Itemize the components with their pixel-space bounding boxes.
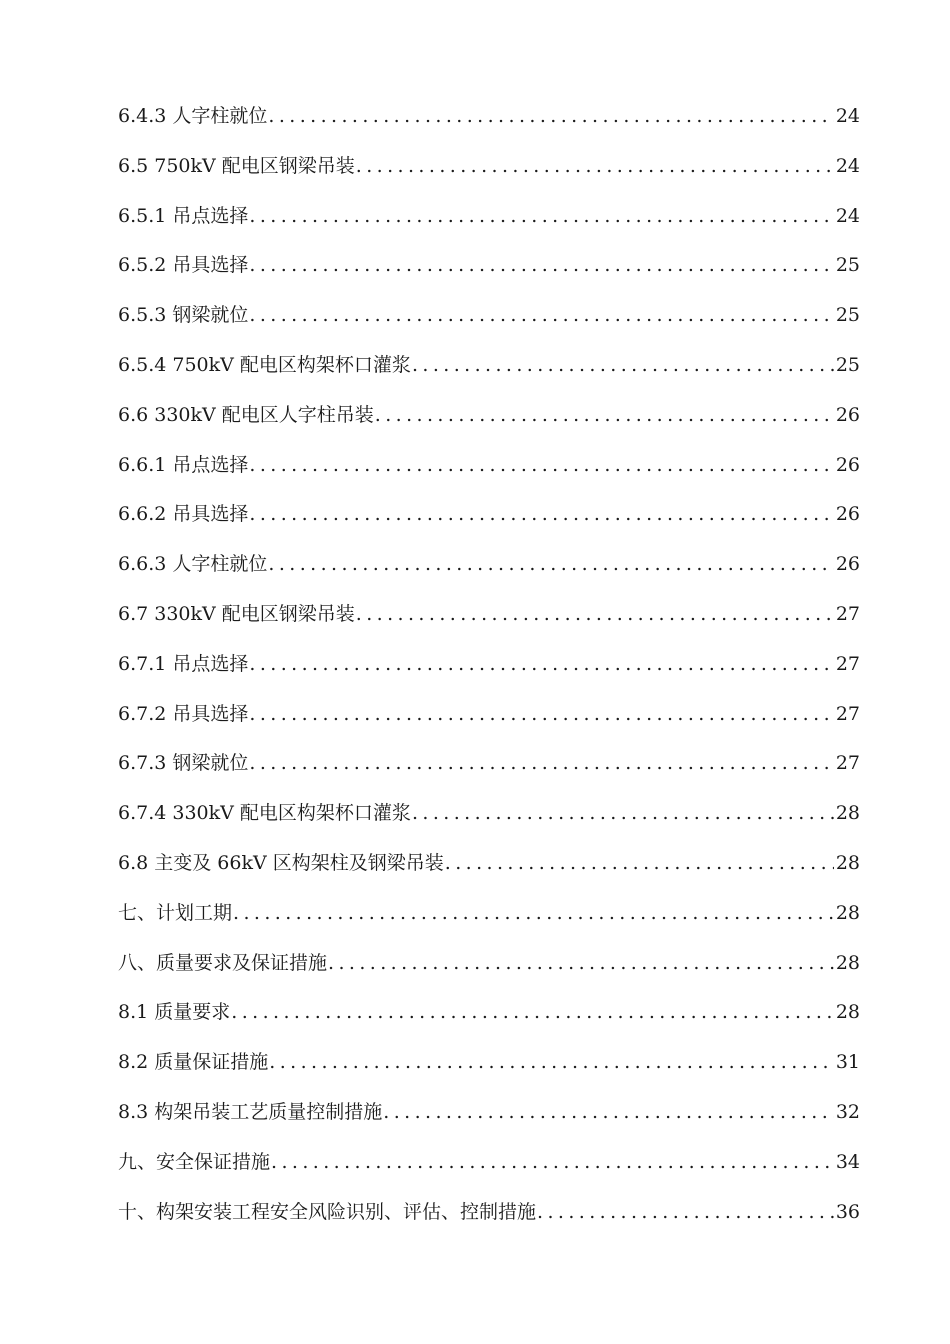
toc-entry[interactable] — [118, 201, 860, 251]
toc-entry-page: 27 — [835, 602, 860, 625]
toc-leader-dots — [268, 553, 833, 575]
toc-entry-page: 25 — [835, 304, 860, 327]
toc-leader-dots — [249, 653, 833, 675]
toc-leader-dots — [269, 1051, 834, 1073]
toc-entry-title: 七、计划工期 — [118, 901, 233, 924]
toc-leader-dots — [356, 603, 834, 625]
toc-entry-title: 8.2 质量保证措施 — [118, 1051, 269, 1074]
toc-leader-dots — [375, 404, 834, 426]
toc-leader-dots — [249, 752, 833, 774]
toc-entry-page: 27 — [835, 752, 860, 775]
toc-entry-page: 26 — [835, 453, 860, 476]
toc-entry-title: 6.7.3 钢梁就位 — [118, 752, 249, 775]
toc-page — [118, 101, 860, 1246]
toc-entry-page: 27 — [835, 702, 860, 725]
toc-list — [118, 101, 860, 1246]
toc-entry[interactable] — [118, 649, 860, 699]
toc-entry-page: 24 — [835, 105, 860, 127]
toc-entry[interactable] — [118, 948, 860, 998]
toc-entry-page: 28 — [835, 851, 860, 874]
toc-entry-page: 26 — [835, 553, 860, 576]
toc-leader-dots — [328, 952, 834, 974]
toc-entry-title: 6.5.3 钢梁就位 — [118, 304, 249, 327]
toc-leader-dots — [356, 155, 834, 177]
toc-leader-dots — [249, 205, 833, 227]
toc-leader-dots — [249, 254, 833, 276]
toc-leader-dots — [233, 902, 834, 924]
toc-entry-page: 31 — [835, 1051, 860, 1074]
toc-entry[interactable] — [118, 699, 860, 749]
toc-entry-title: 十、构架安装工程安全风险识别、评估、控制措施 — [118, 1200, 537, 1223]
toc-entry-title: 6.5.2 吊具选择 — [118, 254, 249, 277]
toc-entry-title: 6.6.2 吊具选择 — [118, 503, 249, 526]
toc-entry[interactable] — [118, 1097, 860, 1147]
toc-entry[interactable] — [118, 599, 860, 649]
toc-leader-dots — [383, 1101, 834, 1123]
toc-entry-title: 6.5.4 750kV 配电区构架杯口灌浆 — [118, 353, 411, 376]
toc-entry[interactable] — [118, 250, 860, 300]
toc-leader-dots — [249, 503, 833, 525]
toc-entry-title: 6.6 330kV 配电区人字柱吊装 — [118, 403, 374, 426]
toc-leader-dots — [445, 852, 834, 874]
toc-entry-page: 32 — [835, 1100, 860, 1123]
toc-entry-title: 6.7.4 330kV 配电区构架杯口灌浆 — [118, 802, 411, 825]
toc-entry-title: 8.1 质量要求 — [118, 1001, 231, 1024]
toc-leader-dots — [412, 802, 834, 824]
toc-entry[interactable] — [118, 798, 860, 848]
toc-entry-title: 6.5 750kV 配电区钢梁吊装 — [118, 154, 355, 177]
toc-entry[interactable] — [118, 400, 860, 450]
toc-entry[interactable] — [118, 350, 860, 400]
toc-entry-page: 25 — [835, 353, 860, 376]
toc-entry[interactable] — [118, 1147, 860, 1197]
toc-entry[interactable] — [118, 748, 860, 798]
toc-leader-dots — [231, 1001, 834, 1023]
toc-entry-page: 36 — [835, 1200, 860, 1223]
toc-leader-dots — [249, 454, 833, 476]
toc-entry-page: 28 — [835, 1001, 860, 1024]
toc-entry-title: 6.7.2 吊具选择 — [118, 702, 249, 725]
toc-leader-dots — [249, 703, 833, 725]
toc-leader-dots — [271, 1151, 834, 1173]
toc-leader-dots — [268, 105, 833, 127]
toc-entry-page: 24 — [835, 204, 860, 227]
toc-entry[interactable] — [118, 898, 860, 948]
toc-entry[interactable] — [118, 997, 860, 1047]
toc-entry[interactable] — [118, 549, 860, 599]
toc-entry[interactable] — [118, 1197, 860, 1247]
toc-entry[interactable] — [118, 1047, 860, 1097]
toc-entry-page: 25 — [835, 254, 860, 277]
toc-entry-title: 6.5.1 吊点选择 — [118, 204, 249, 227]
toc-entry-title: 九、安全保证措施 — [118, 1150, 271, 1173]
toc-entry-title: 6.8 主变及 66kV 区构架柱及钢梁吊装 — [118, 851, 444, 874]
toc-entry[interactable] — [118, 499, 860, 549]
toc-entry-page: 28 — [835, 951, 860, 974]
toc-entry-title: 6.6.3 人字柱就位 — [118, 553, 268, 576]
toc-leader-dots — [249, 304, 833, 326]
toc-entry-page: 26 — [835, 503, 860, 526]
toc-entry-title: 八、质量要求及保证措施 — [118, 951, 328, 974]
toc-entry[interactable] — [118, 101, 860, 151]
toc-entry[interactable] — [118, 151, 860, 201]
toc-entry-page: 34 — [835, 1150, 860, 1173]
toc-entry[interactable] — [118, 300, 860, 350]
toc-entry-page: 26 — [835, 403, 860, 426]
toc-leader-dots — [537, 1201, 834, 1223]
toc-entry-page: 27 — [835, 652, 860, 675]
toc-entry[interactable] — [118, 450, 860, 500]
toc-entry[interactable] — [118, 848, 860, 898]
toc-entry-page: 28 — [835, 901, 860, 924]
toc-entry-title: 8.3 构架吊装工艺质量控制措施 — [118, 1100, 383, 1123]
toc-entry-title: 6.7.1 吊点选择 — [118, 652, 249, 675]
toc-entry-title: 6.4.3 人字柱就位 — [118, 105, 268, 127]
toc-entry-page: 24 — [835, 154, 860, 177]
toc-entry-title: 6.7 330kV 配电区钢梁吊装 — [118, 602, 355, 625]
toc-entry-title: 6.6.1 吊点选择 — [118, 453, 249, 476]
toc-leader-dots — [412, 354, 834, 376]
toc-entry-page: 28 — [835, 802, 860, 825]
